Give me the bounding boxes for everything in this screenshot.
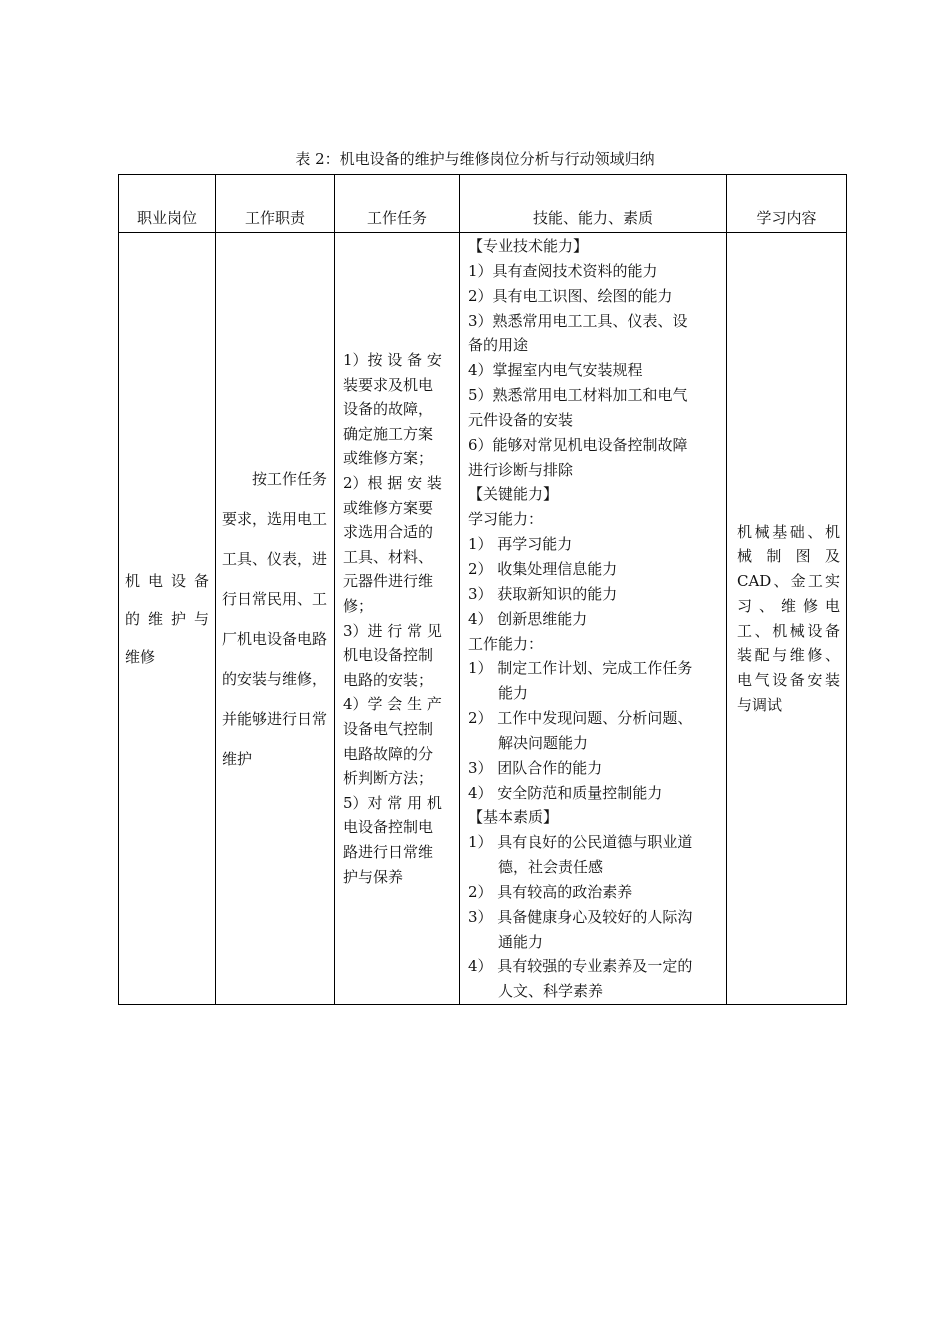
learning-text: 机械基础、机械制图及CAD、金工实习、维修电工、机械设备装配与维修、电气设备安装与调试 bbox=[737, 522, 840, 714]
skill-line: 通能力 bbox=[498, 932, 544, 951]
task-line: 电设备控制电 bbox=[343, 818, 434, 837]
skill-line: 工作能力： bbox=[468, 634, 544, 653]
skill-section-heading: 【专业技术能力】 bbox=[468, 237, 589, 255]
skill-line: 能力 bbox=[498, 684, 529, 703]
task-line: 2）根 据 安 装 bbox=[343, 474, 442, 493]
skill-line: 德，社会责任感 bbox=[498, 858, 604, 877]
task-line: 或维修方案； bbox=[343, 449, 434, 468]
table-row bbox=[119, 233, 847, 1005]
cell-post bbox=[119, 233, 216, 1005]
table-header-row bbox=[119, 175, 847, 233]
cell-tasks bbox=[335, 233, 460, 1005]
skill-line: 2）具有电工识图、绘图的能力 bbox=[468, 286, 673, 305]
cell-skills bbox=[460, 233, 727, 1005]
skill-line: 4） 具有较强的专业素养及一定的 bbox=[468, 957, 693, 976]
task-line: 1）按 设 备 安 bbox=[343, 351, 442, 370]
skill-line: 1） 制定工作计划、完成工作任务 bbox=[468, 659, 693, 678]
skill-line: 1） 具有良好的公民道德与职业道 bbox=[468, 833, 693, 852]
header-task: 工作任务 bbox=[335, 175, 460, 233]
skill-line: 2） 具有较高的政治素养 bbox=[468, 882, 633, 901]
skill-line: 4） 创新思维能力 bbox=[468, 609, 588, 628]
task-line: 元器件进行维 bbox=[343, 572, 434, 591]
task-line: 设备电气控制 bbox=[343, 719, 434, 738]
skill-line: 6）能够对常见机电设备控制故障 bbox=[468, 435, 688, 454]
skill-line: 1） 再学习能力 bbox=[468, 535, 573, 554]
header-duty: 工作职责 bbox=[216, 175, 335, 233]
task-line: 修； bbox=[343, 596, 374, 615]
skill-line: 3）熟悉常用电工工具、仪表、设 bbox=[468, 311, 688, 330]
task-line: 电路的安装； bbox=[343, 670, 434, 689]
skill-line: 元件设备的安装 bbox=[468, 410, 574, 429]
tasks-list bbox=[343, 348, 451, 889]
post-analysis-table bbox=[118, 174, 847, 1005]
task-line: 机电设备控制 bbox=[343, 646, 434, 665]
task-line: 路进行日常维 bbox=[343, 842, 434, 861]
table-caption: 表 2：机电设备的维护与维修岗位分析与行动领域归纳 bbox=[295, 150, 655, 168]
skill-line: 3） 具备健康身心及较好的人际沟 bbox=[468, 907, 693, 926]
skills-list bbox=[468, 234, 720, 1004]
skill-line: 备的用途 bbox=[468, 336, 529, 355]
task-line: 装要求及机电 bbox=[343, 375, 434, 394]
skill-line: 4）掌握室内电气安装规程 bbox=[468, 361, 643, 380]
post-text: 机 电 设 备 的 维 护 与 维修 bbox=[125, 571, 209, 666]
skill-section-heading: 【基本素质】 bbox=[468, 808, 559, 827]
skill-line: 3） 获取新知识的能力 bbox=[468, 584, 618, 603]
cell-learning bbox=[727, 233, 847, 1005]
header-post: 职业岗位 bbox=[119, 175, 216, 233]
header-learning: 学习内容 bbox=[727, 175, 847, 233]
skill-section-heading: 【关键能力】 bbox=[468, 485, 559, 504]
task-line: 电路故障的分 bbox=[343, 744, 434, 763]
task-line: 设备的故障， bbox=[343, 400, 434, 419]
task-line: 求选用合适的 bbox=[343, 523, 434, 542]
skill-line: 进行诊断与排除 bbox=[468, 460, 574, 479]
skill-line: 2） 收集处理信息能力 bbox=[468, 559, 618, 578]
skill-line: 2） 工作中发现问题、分析问题、 bbox=[468, 709, 693, 728]
task-line: 护与保养 bbox=[343, 867, 404, 886]
task-line: 工具、材料、 bbox=[343, 547, 434, 566]
task-line: 确定施工方案 bbox=[343, 424, 434, 443]
duty-text: 按工作任务要求，选用电工工具、仪表，进行日常民用、工厂机电设备电路的安装与维修，并能够进行日常维护 bbox=[222, 469, 328, 768]
skill-line: 5）熟悉常用电工材料加工和电气 bbox=[468, 386, 688, 405]
skill-line: 3） 团队合作的能力 bbox=[468, 758, 603, 777]
task-line: 或维修方案要 bbox=[343, 498, 434, 517]
cell-duty bbox=[216, 233, 335, 1005]
skill-line: 1）具有查阅技术资料的能力 bbox=[468, 261, 658, 280]
skill-line: 学习能力： bbox=[468, 510, 544, 529]
skill-line: 解决问题能力 bbox=[498, 733, 589, 752]
task-line: 4）学 会 生 产 bbox=[343, 695, 442, 714]
task-line: 析判断方法； bbox=[343, 769, 434, 788]
skill-line: 人文、科学素养 bbox=[498, 982, 604, 1001]
task-line: 5）对 常 用 机 bbox=[343, 793, 442, 812]
task-line: 3）进 行 常 见 bbox=[343, 621, 442, 640]
header-skills: 技能、能力、素质 bbox=[460, 175, 727, 233]
skill-line: 4） 安全防范和质量控制能力 bbox=[468, 783, 663, 802]
